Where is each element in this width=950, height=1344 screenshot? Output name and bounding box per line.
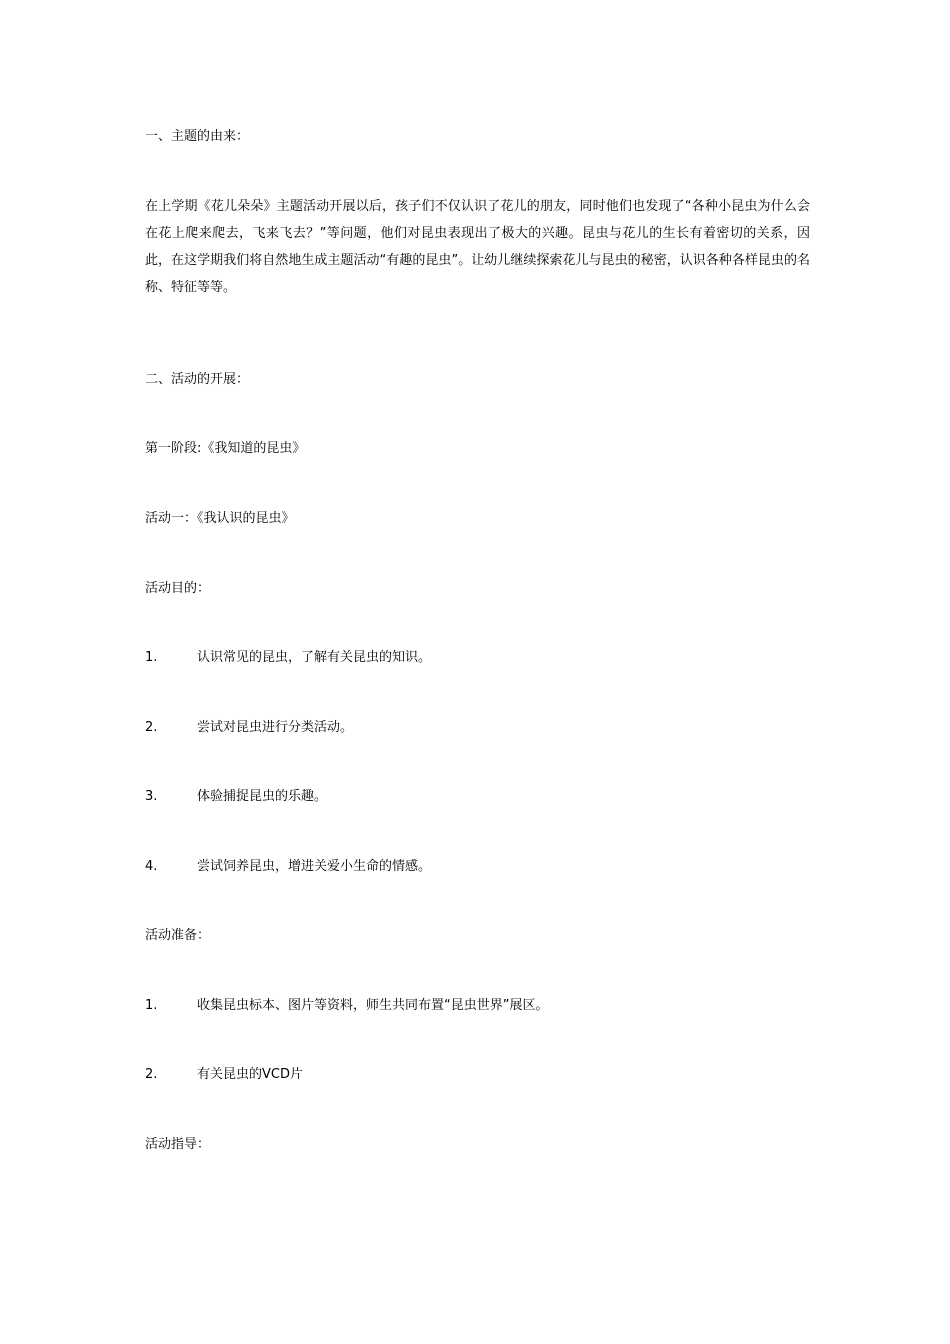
goal-text: 体验捕捉昆虫的乐趣。 [197, 789, 328, 804]
goal-number: 4. [145, 859, 158, 874]
goal-text: 尝试对昆虫进行分类活动。 [197, 720, 354, 735]
goal-number: 1. [145, 650, 158, 665]
activity-one-title: 活动一：《我认识的昆虫》 [145, 511, 295, 526]
preparation-number: 2. [145, 1067, 158, 1082]
goal-text: 认识常见的昆虫，了解有关昆虫的知识。 [197, 650, 432, 665]
preparation-number: 1. [145, 998, 158, 1013]
preparation-text: 有关昆虫的VCD片 [197, 1067, 303, 1082]
goal-item [145, 858, 431, 876]
goal-item [145, 719, 353, 737]
intro-paragraph: 在上学期《花儿朵朵》主题活动开展以后，孩子们不仅认识了花儿的朋友，同时他们也发现了“各种小昆虫为什么会在花上爬来爬去，飞来飞去？”等问题，他们对昆虫表现出了极大的兴趣。昆虫与花儿的生长有着密切的关系，因此，在这学期我们将自然地生成主题活动“有趣的昆虫”。让幼儿继续探索花儿与昆虫的秘密，认识各种各样昆虫的名称、特征等等。 [145, 199, 810, 295]
goal-item [145, 649, 431, 667]
section-heading-activities: 二、活动的开展： [145, 372, 250, 387]
goal-text: 尝试饲养昆虫，增进关爱小生命的情感。 [197, 859, 432, 874]
goal-number: 2. [145, 720, 158, 735]
goal-item [145, 788, 327, 806]
section-heading-origin: 一、主题的由来： [145, 129, 250, 144]
preparation-item [145, 997, 548, 1015]
goal-number: 3. [145, 789, 158, 804]
guidance-heading: 活动指导： [145, 1137, 211, 1152]
goals-heading: 活动目的： [145, 581, 211, 596]
preparation-item [145, 1066, 303, 1084]
preparation-text: 收集昆虫标本、图片等资料，师生共同布置“昆虫世界”展区。 [197, 998, 549, 1013]
preparation-heading: 活动准备： [145, 928, 211, 943]
stage-one-title: 第一阶段:《我知道的昆虫》 [145, 441, 306, 456]
